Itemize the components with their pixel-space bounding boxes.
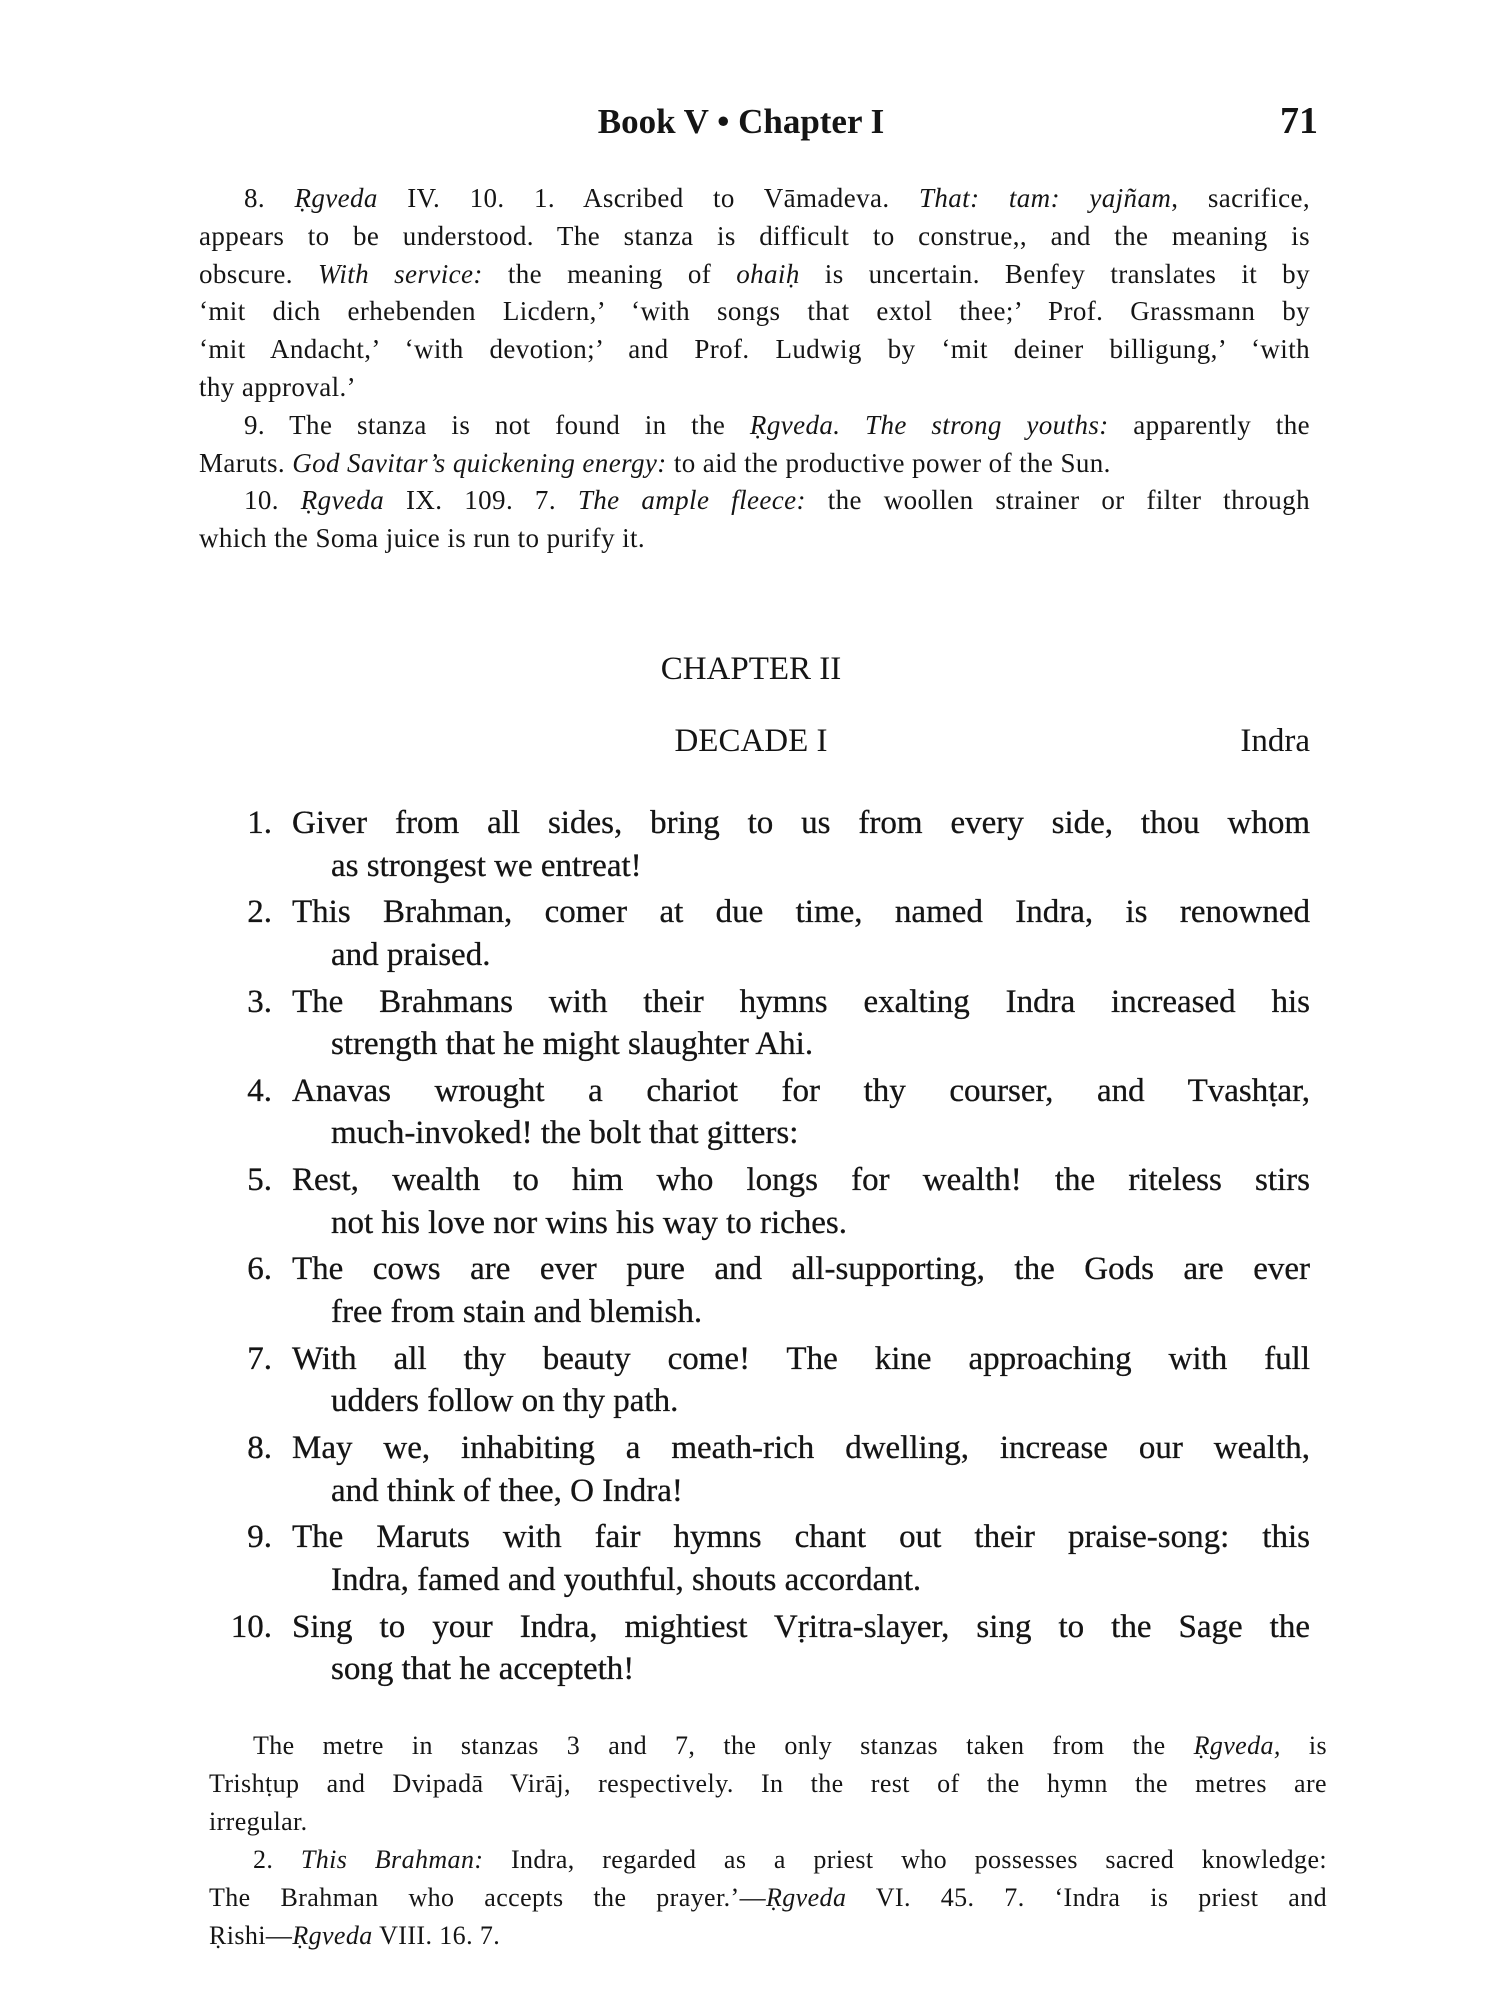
note-line bbox=[199, 445, 1310, 483]
note-paragraph bbox=[199, 407, 1310, 483]
note-line bbox=[209, 1841, 1327, 1879]
verse-item bbox=[228, 1070, 1310, 1155]
note-text: VIII. 16. 7. bbox=[372, 1921, 501, 1950]
note-line bbox=[209, 1917, 1327, 1955]
verse-number: 3. bbox=[247, 983, 272, 1020]
chapter-heading: CHAPTER II bbox=[660, 651, 842, 687]
note-italic-text: That: tam: yajñam bbox=[918, 183, 1172, 213]
verse-item bbox=[228, 1427, 1310, 1512]
verse-line: The Maruts with fair hymns chant out their praise-song: this bbox=[292, 1519, 1310, 1556]
note-text: 2. bbox=[253, 1845, 301, 1874]
verse-line: free from stain and blemish. bbox=[331, 1293, 703, 1330]
note-italic-text: Ṛgveda bbox=[292, 1921, 373, 1950]
verse-line: Rest, wealth to him who longs for wealth! the riteless stirs bbox=[292, 1162, 1310, 1199]
note-text: the meaning of bbox=[482, 258, 737, 289]
note-text: Maruts. bbox=[199, 447, 293, 478]
note-text: , sacrifice, bbox=[1171, 183, 1311, 213]
verse-number: 2. bbox=[247, 894, 272, 931]
note-text: to aid the productive power of the Sun. bbox=[666, 447, 1111, 478]
note-line bbox=[199, 218, 1310, 256]
note-text: the woollen strainer or filter through bbox=[805, 485, 1310, 516]
verse-line: song that he accepteth! bbox=[331, 1651, 635, 1688]
verse-item bbox=[228, 1248, 1310, 1333]
note-paragraph bbox=[199, 180, 1310, 407]
note-italic-text: Ṛgveda. The strong youths: bbox=[749, 409, 1109, 440]
verse-line: and think of thee, O Indra! bbox=[331, 1472, 683, 1509]
verse-line: Anavas wrought a chariot for thy courser, and Tvashṭar, bbox=[292, 1072, 1310, 1109]
note-text: VI. 45. 7. ‘Indra is priest and bbox=[846, 1883, 1327, 1912]
verse-line: much-invoked! the bolt that gitters: bbox=[331, 1115, 799, 1152]
verse-line: as strongest we entreat! bbox=[331, 847, 642, 884]
note-text: obscure. bbox=[199, 258, 318, 289]
note-line bbox=[209, 1879, 1327, 1917]
decade-deity: Indra bbox=[1240, 723, 1310, 759]
note-paragraph bbox=[199, 482, 1310, 558]
verse-line: strength that he might slaughter Ahi. bbox=[331, 1026, 814, 1063]
note-line bbox=[199, 520, 1310, 558]
note-italic-text: Ṛgveda, bbox=[1193, 1731, 1281, 1760]
note-text: appears to be understood. The stanza is difficult to construe,, and the meaning is bbox=[199, 220, 1310, 251]
verse-line: The Brahmans with their hymns exalting Indra increased his bbox=[292, 983, 1310, 1020]
note-italic-text: Ṛgveda bbox=[300, 485, 385, 516]
verse-line: Giver from all sides, bring to us from every side, thou whom bbox=[292, 805, 1310, 841]
note-text: Ṛishi— bbox=[209, 1921, 293, 1950]
decade-heading: DECADE I bbox=[674, 723, 828, 759]
note-text: which the Soma juice is run to purify it. bbox=[199, 523, 646, 554]
verse-item bbox=[228, 802, 1310, 887]
note-paragraph bbox=[209, 1727, 1327, 1841]
note-text: apparently the bbox=[1108, 409, 1310, 440]
verse-number: 8. bbox=[247, 1430, 272, 1467]
note-text: The metre in stanzas 3 and 7, the only stanzas taken from the bbox=[253, 1731, 1194, 1760]
verse-item bbox=[228, 1606, 1310, 1691]
note-italic-text: The ample fleece: bbox=[577, 485, 806, 516]
note-line bbox=[199, 293, 1310, 331]
note-italic-text: Ṛgveda bbox=[765, 1883, 847, 1912]
note-italic-text: ohaiḥ bbox=[736, 258, 800, 289]
verse-line: With all thy beauty come! The kine approaching with full bbox=[292, 1340, 1310, 1377]
verse-item bbox=[228, 1338, 1310, 1423]
note-text: 10. bbox=[244, 485, 301, 516]
verse-number: 5. bbox=[247, 1162, 272, 1199]
note-text: Trishṭup and Dvipadā Virāj, respectively. In the rest of the hymn the metres are bbox=[209, 1769, 1327, 1798]
verse-item bbox=[228, 1516, 1310, 1601]
note-text: ‘mit dich erhebenden Licdern,’ ‘with songs that extol thee;’ Prof. Grassmann by bbox=[199, 296, 1310, 327]
verse-line: not his love nor wins his way to riches. bbox=[331, 1204, 848, 1241]
verse-line: May we, inhabiting a meath-rich dwelling, increase our wealth, bbox=[292, 1430, 1310, 1467]
note-text: thy approval.’ bbox=[199, 371, 357, 402]
notes-top bbox=[199, 180, 1310, 558]
note-text: IV. 10. 1. Ascribed to Vāmadeva. bbox=[377, 183, 919, 213]
verse-line: Indra, famed and youthful, shouts accordant. bbox=[331, 1561, 922, 1598]
note-paragraph bbox=[209, 1841, 1327, 1955]
note-text: is bbox=[1280, 1731, 1327, 1760]
note-text: is uncertain. Benfey translates it by bbox=[799, 258, 1310, 289]
note-text: 9. The stanza is not found in the bbox=[244, 409, 750, 440]
verse-list bbox=[228, 802, 1310, 1695]
notes-bottom bbox=[209, 1727, 1327, 1955]
note-line bbox=[199, 331, 1310, 369]
verse-item bbox=[228, 891, 1310, 976]
note-italic-text: God Savitar’s quickening energy: bbox=[292, 447, 667, 478]
note-line bbox=[199, 256, 1310, 294]
verse-line: This Brahman, comer at due time, named Indra, is renowned bbox=[292, 894, 1310, 931]
verse-number: 10. bbox=[230, 1608, 272, 1645]
note-italic-text: Ṛgveda bbox=[294, 183, 378, 213]
note-line bbox=[199, 482, 1310, 520]
verse-line: and praised. bbox=[331, 936, 491, 973]
verse-number: 9. bbox=[247, 1519, 272, 1556]
verse-number: 7. bbox=[247, 1340, 272, 1377]
verse-item bbox=[228, 981, 1310, 1066]
note-line bbox=[209, 1765, 1327, 1803]
note-text: irregular. bbox=[209, 1807, 308, 1836]
running-title: Book V • Chapter I bbox=[597, 102, 885, 141]
note-italic-text: With service: bbox=[317, 258, 483, 289]
note-text: ‘mit Andacht,’ ‘with devotion;’ and Prof. Ludwig by ‘mit deiner billigung,’ ‘with bbox=[199, 334, 1310, 365]
note-text: 8. bbox=[244, 183, 295, 213]
verse-item bbox=[228, 1159, 1310, 1244]
note-line bbox=[209, 1803, 1327, 1841]
note-italic-text: This Brahman: bbox=[300, 1845, 484, 1874]
verse-line: The cows are ever pure and all-supporting, the Gods are ever bbox=[292, 1251, 1310, 1288]
note-line bbox=[209, 1727, 1327, 1765]
note-line bbox=[199, 369, 1310, 407]
page-number: 71 bbox=[1280, 100, 1318, 142]
verse-number: 4. bbox=[247, 1072, 272, 1109]
note-line bbox=[199, 180, 1310, 218]
note-line bbox=[199, 407, 1310, 445]
note-text: The Brahman who accepts the prayer.’— bbox=[209, 1883, 766, 1912]
note-text: IX. 109. 7. bbox=[384, 485, 578, 516]
verse-line: udders follow on thy path. bbox=[331, 1383, 679, 1420]
note-text: Indra, regarded as a priest who possesses sacred knowledge: bbox=[483, 1845, 1328, 1874]
verse-number: 6. bbox=[247, 1251, 272, 1288]
verse-line: Sing to your Indra, mightiest Vṛitra-slayer, sing to the Sage the bbox=[292, 1608, 1310, 1645]
verse-number: 1. bbox=[247, 805, 272, 841]
